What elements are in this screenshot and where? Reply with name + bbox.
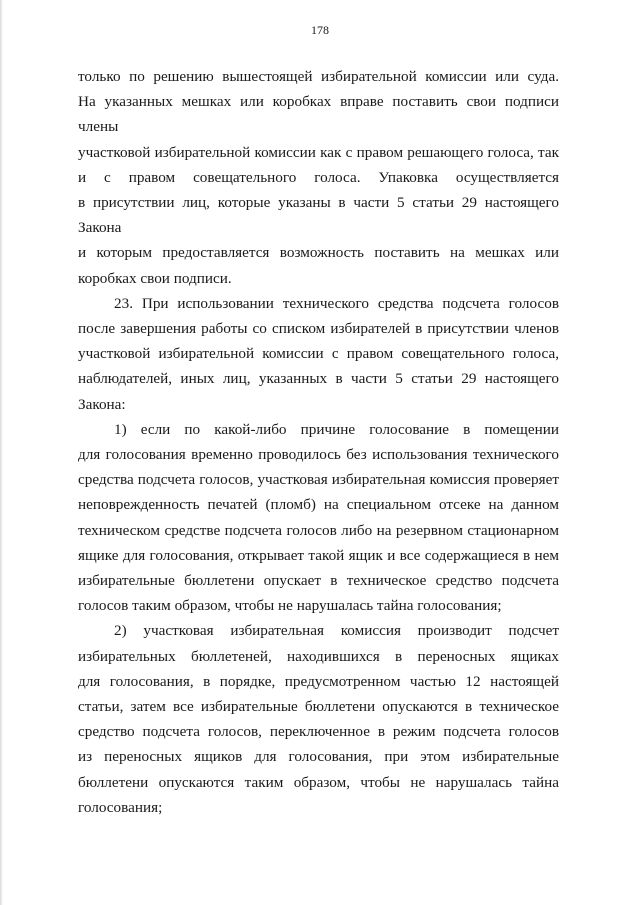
scan-edge: [0, 0, 3, 905]
text-line: бюллетени опускаются таким образом, чтобы не нарушалась тайна: [78, 773, 559, 791]
page-number: 178: [311, 23, 329, 37]
text-line: Закона:: [78, 395, 126, 413]
text-line: после завершения работы со списком избирателей в присутствии членов: [78, 320, 559, 338]
text-line: 1) если по какой-либо причине голосование в помещении: [114, 420, 559, 438]
text-line: для голосования, в порядке, предусмотренном частью 12 настоящей: [78, 672, 559, 690]
text-line: из переносных ящиков для голосования, при этом избирательные: [78, 748, 559, 766]
paragraph-subitem-1: [78, 417, 559, 619]
text-line: только по решению вышестоящей избирательной комиссии или суда.: [78, 68, 559, 85]
text-line: голосов таким образом, чтобы не нарушалась тайна голосования;: [78, 597, 502, 615]
paragraph-continuation: [78, 64, 559, 291]
document-body: [78, 64, 559, 820]
paragraph-item-23: [78, 291, 559, 417]
text-line: участковой избирательной комиссии как с правом решающего голоса, так: [78, 143, 559, 161]
text-line: и с правом совещательного голоса. Упаковка осуществляется: [78, 168, 559, 186]
text-line: статьи, затем все избирательные бюллетени опускаются в техническое: [78, 698, 559, 716]
text-line: и которым предоставляется возможность поставить на мешках или: [78, 244, 559, 262]
text-line: голосования;: [78, 798, 163, 816]
text-line: участковой избирательной комиссии с правом совещательного голоса,: [78, 345, 559, 363]
text-line: избирательных бюллетеней, находившихся в переносных ящиках: [78, 647, 559, 665]
paragraph-subitem-2: [78, 618, 559, 820]
text-line: техническом средстве подсчета голосов либо на резервном стационарном: [78, 521, 559, 539]
text-line: средство подсчета голосов, переключенное в режим подсчета голосов: [78, 723, 559, 741]
text-line: ящике для голосования, открывает такой ящик и все содержащиеся в нем: [78, 546, 559, 564]
text-line: 23. При использовании технического средства подсчета голосов: [114, 294, 559, 312]
text-line: средства подсчета голосов, участковая избирательная комиссия проверяет: [78, 471, 559, 489]
text-line: избирательные бюллетени опускает в техническое средство подсчета: [78, 572, 559, 590]
text-line: 2) участковая избирательная комиссия производит подсчет: [114, 622, 559, 640]
text-line: для голосования временно проводилось без использования технического: [78, 446, 559, 464]
text-line: неповрежденность печатей (пломб) на специальном отсеке на данном: [78, 496, 559, 514]
text-line: в присутствии лиц, которые указаны в части 5 статьи 29 настоящего Закона: [78, 194, 559, 237]
text-line: На указанных мешках или коробках вправе поставить свои подписи члены: [78, 93, 559, 136]
text-line: наблюдателей, иных лиц, указанных в части 5 статьи 29 настоящего: [78, 370, 559, 388]
text-line: коробках свои подписи.: [78, 269, 232, 287]
